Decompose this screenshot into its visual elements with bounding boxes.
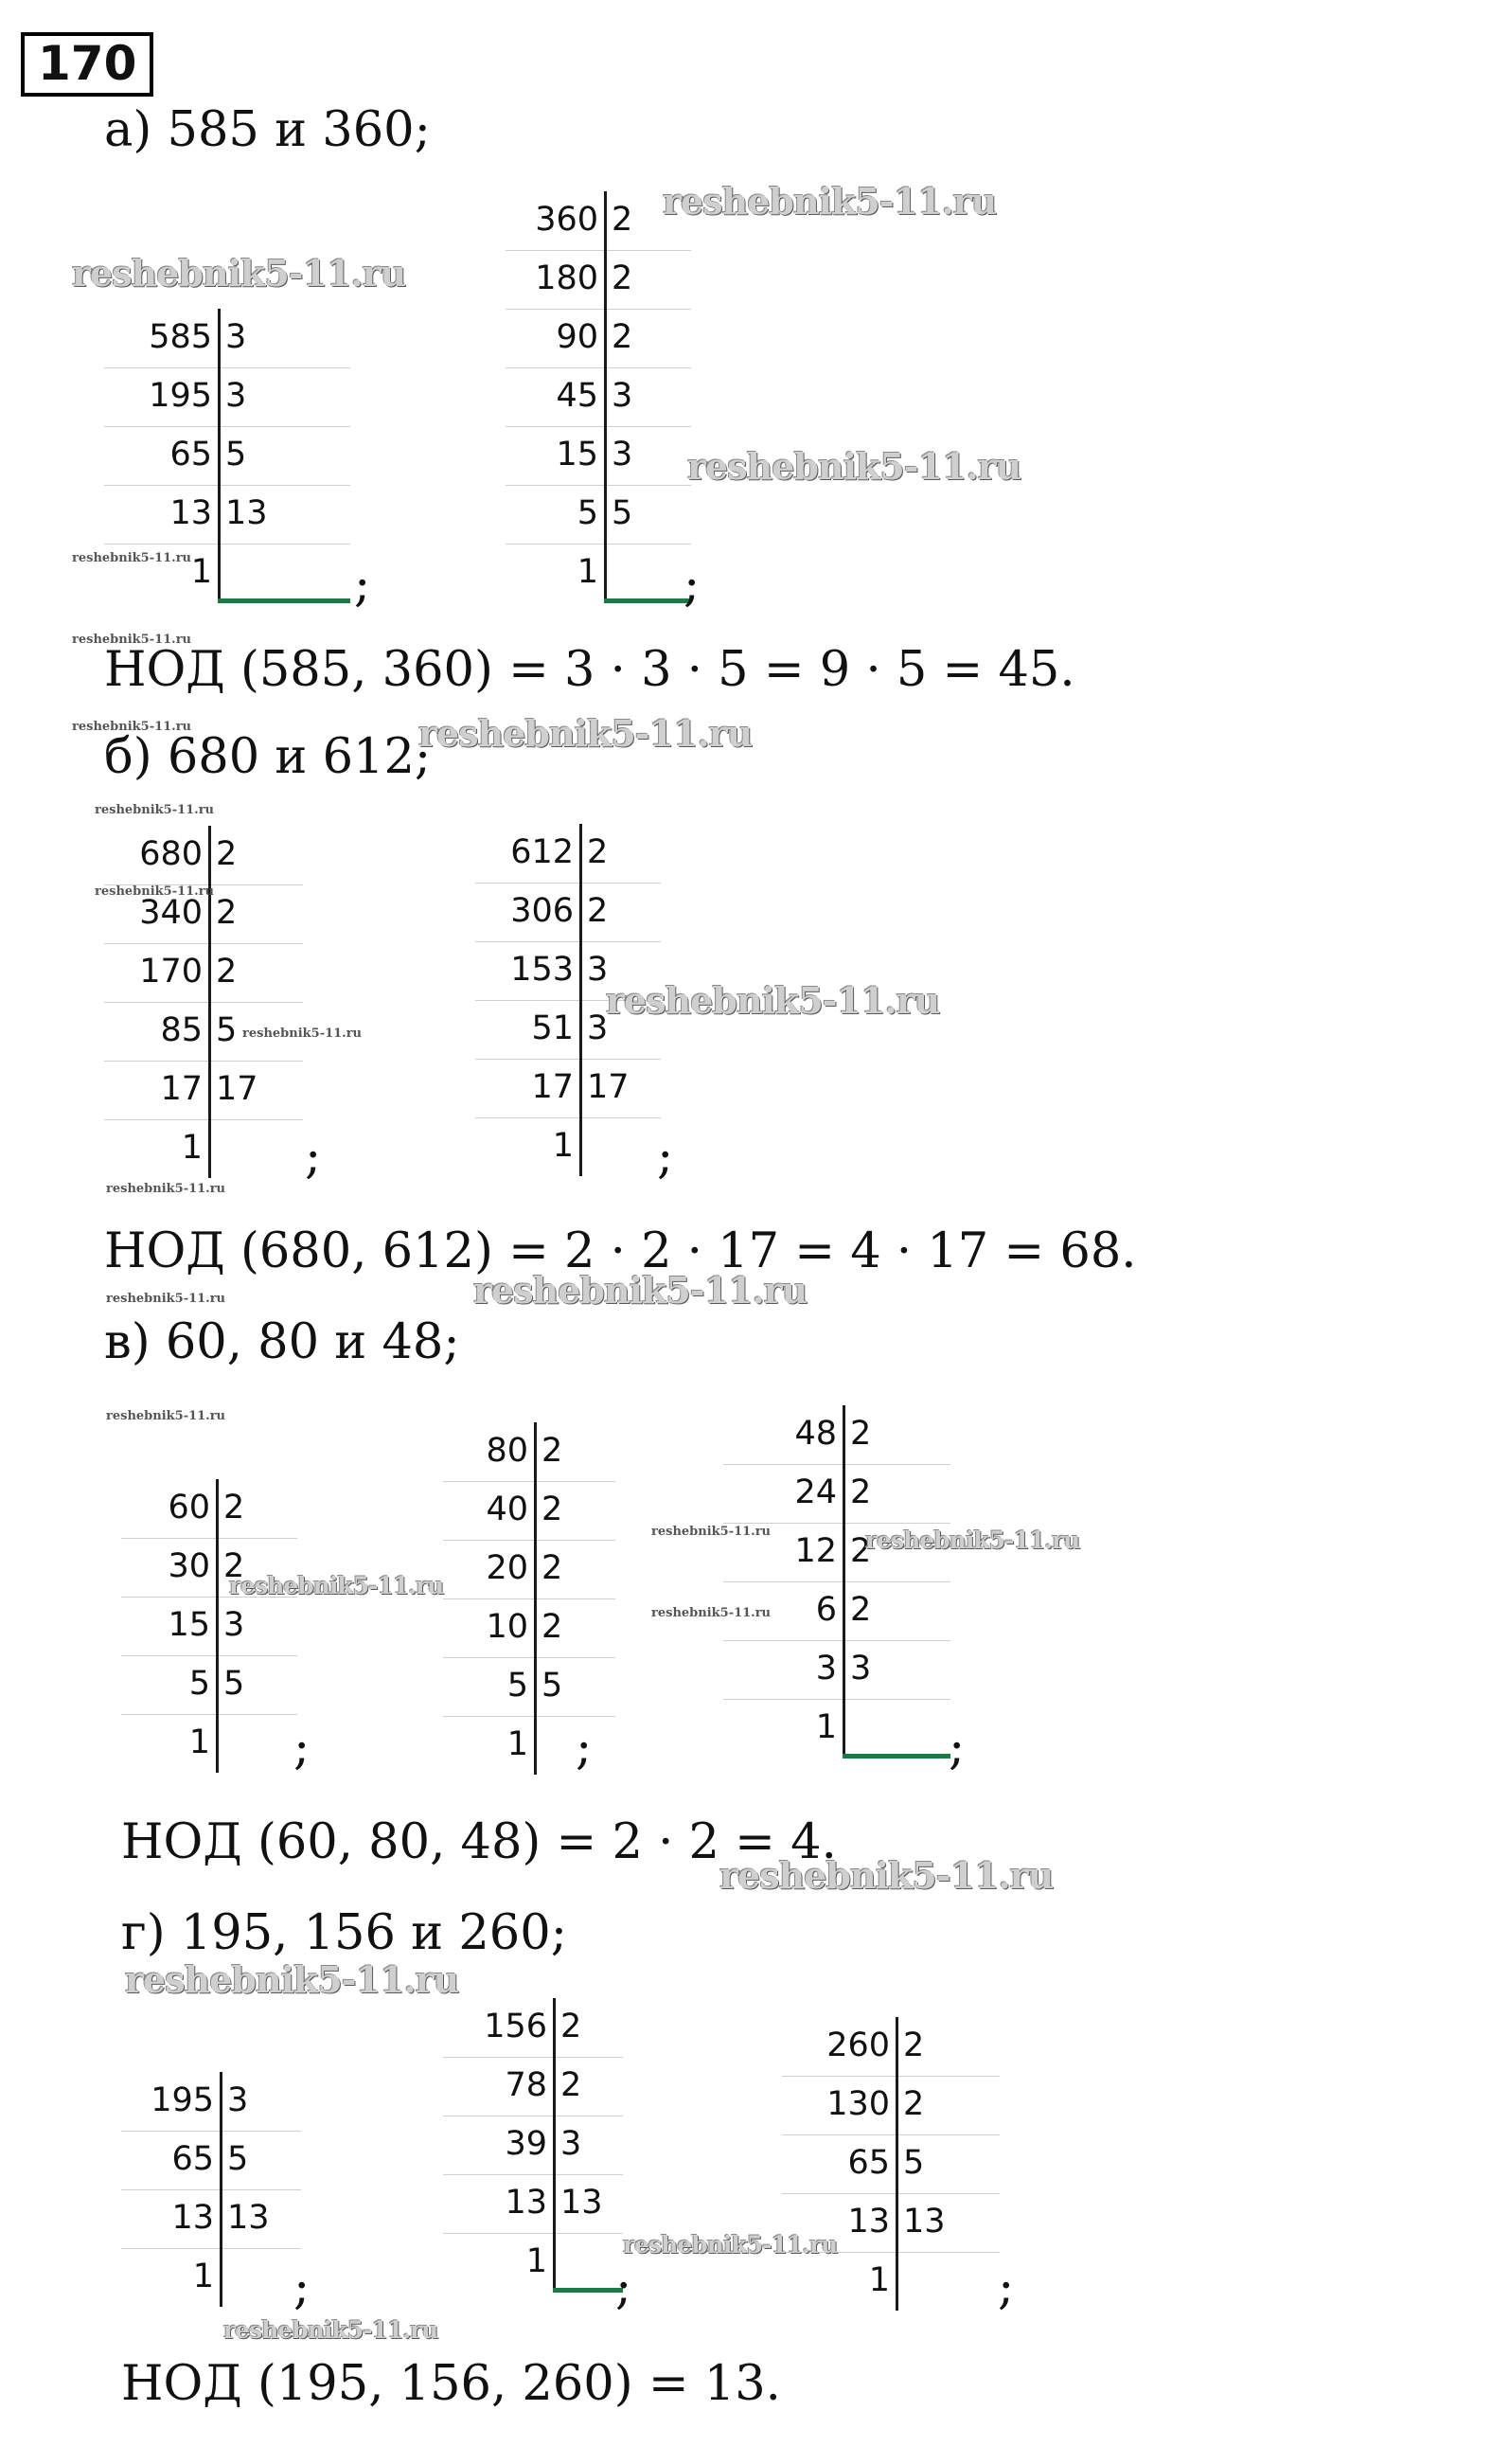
- division-bar: [843, 1405, 845, 1758]
- dividend-cell: 195: [151, 2081, 214, 2119]
- row-divider: [104, 367, 350, 368]
- section-g-result: НОД (195, 156, 260) = 13.: [121, 2356, 781, 2412]
- dividend-cell: 1: [192, 2258, 214, 2295]
- divisor-cell: 2: [223, 1547, 245, 1585]
- section-b-result: НОД (680, 612) = 2 · 2 · 17 = 4 · 17 = 68.: [104, 1223, 1137, 1279]
- divisor-cell: 5: [227, 2140, 249, 2178]
- divisor-cell: 2: [587, 892, 609, 930]
- semicolon: ;: [657, 1129, 674, 1185]
- row-divider: [475, 941, 661, 942]
- dividend-cell: 195: [149, 377, 212, 415]
- divisor-cell: 2: [612, 259, 633, 297]
- watermark: reshebnik5-11.ru: [125, 1958, 459, 2001]
- dividend-cell: 1: [552, 1127, 574, 1165]
- semicolon: ;: [576, 1720, 593, 1776]
- row-divider: [723, 1523, 950, 1524]
- dividend-cell: 12: [794, 1532, 837, 1570]
- divisor-cell: 5: [612, 494, 633, 532]
- divisor-cell: 5: [903, 2144, 925, 2182]
- watermark: reshebnik5-11.ru: [72, 551, 192, 565]
- dividend-cell: 13: [505, 2184, 547, 2222]
- watermark: reshebnik5-11.ru: [719, 1854, 1054, 1897]
- divisor-cell: 2: [216, 835, 238, 873]
- row-divider: [723, 1464, 950, 1465]
- row-divider: [506, 367, 691, 368]
- dividend-cell: 65: [171, 2140, 214, 2178]
- row-divider: [506, 485, 691, 486]
- dividend-cell: 13: [171, 2199, 214, 2237]
- dividend-cell: 1: [190, 553, 212, 591]
- semicolon: ;: [293, 1720, 311, 1776]
- row-divider: [104, 485, 350, 486]
- row-divider: [506, 544, 691, 545]
- factor-table-g1: [121, 2072, 301, 2307]
- divisor-cell: 2: [850, 1591, 872, 1629]
- watermark: reshebnik5-11.ru: [72, 720, 192, 734]
- divisor-cell: 13: [903, 2203, 946, 2241]
- division-bar: [579, 824, 582, 1176]
- semicolon: ;: [949, 1720, 966, 1776]
- dividend-cell: 1: [815, 1708, 837, 1746]
- row-divider: [723, 1581, 950, 1582]
- divisor-cell: 2: [541, 1608, 563, 1646]
- dividend-cell: 24: [794, 1473, 837, 1511]
- dividend-cell: 1: [181, 1129, 203, 1167]
- factor-table-g2: [443, 1998, 623, 2292]
- dividend-cell: 130: [826, 2085, 890, 2123]
- dividend-cell: 612: [510, 833, 574, 871]
- watermark: reshebnik5-11.ru: [606, 979, 940, 1022]
- divisor-cell: 5: [223, 1665, 245, 1703]
- semicolon: ;: [615, 2259, 632, 2315]
- row-divider: [443, 1540, 615, 1541]
- divisor-cell: 3: [223, 1606, 245, 1644]
- dividend-cell: 78: [505, 2066, 547, 2104]
- watermark: reshebnik5-11.ru: [106, 1409, 226, 1423]
- watermark: reshebnik5-11.ru: [473, 1269, 808, 1312]
- watermark: reshebnik5-11.ru: [651, 1606, 772, 1620]
- row-divider: [121, 2248, 301, 2249]
- divisor-cell: 3: [587, 1009, 609, 1047]
- row-divider: [121, 2131, 301, 2132]
- watermark: reshebnik5-11.ru: [663, 180, 997, 223]
- dividend-cell: 156: [484, 2008, 547, 2045]
- row-divider: [443, 2174, 623, 2175]
- divisor-cell: 3: [612, 377, 633, 415]
- divisor-cell: 3: [587, 951, 609, 989]
- dividend-cell: 65: [169, 436, 212, 473]
- row-divider: [104, 544, 350, 545]
- divisor-cell: 2: [850, 1473, 872, 1511]
- row-divider: [443, 1716, 615, 1717]
- divisor-cell: 2: [903, 2085, 925, 2123]
- factor-table-v3: [723, 1405, 950, 1758]
- dividend-cell: 15: [168, 1606, 210, 1644]
- row-divider: [104, 1002, 303, 1003]
- watermark: reshebnik5-11.ru: [865, 1527, 1080, 1554]
- semicolon: ;: [293, 2259, 311, 2315]
- semicolon: ;: [354, 557, 371, 613]
- row-divider: [443, 2057, 623, 2058]
- watermark: reshebnik5-11.ru: [687, 445, 1021, 488]
- dividend-cell: 10: [486, 1608, 528, 1646]
- divisor-cell: 13: [560, 2184, 603, 2222]
- divisor-cell: 17: [587, 1068, 630, 1106]
- row-divider: [121, 2189, 301, 2190]
- watermark: reshebnik5-11.ru: [95, 884, 215, 899]
- dividend-cell: 85: [160, 1011, 203, 1049]
- dividend-cell: 39: [505, 2125, 547, 2163]
- section-v-label: в) 60, 80 и 48;: [104, 1314, 460, 1370]
- factor-table-b1: [104, 826, 303, 1178]
- dividend-cell: 13: [847, 2203, 890, 2241]
- row-divider: [443, 1481, 615, 1482]
- divisor-cell: 3: [850, 1650, 872, 1687]
- watermark: reshebnik5-11.ru: [623, 2231, 838, 2259]
- row-divider: [506, 250, 691, 251]
- divisor-cell: 2: [612, 201, 633, 239]
- row-divider: [443, 1598, 615, 1599]
- factor-table-g3: [782, 2017, 1000, 2311]
- divisor-cell: 2: [216, 953, 238, 991]
- dividend-cell: 15: [556, 436, 598, 473]
- divisor-cell: 3: [225, 377, 247, 415]
- row-divider: [782, 2193, 1000, 2194]
- dividend-cell: 90: [556, 318, 598, 356]
- divisor-cell: 17: [216, 1070, 258, 1108]
- row-divider: [121, 1714, 297, 1715]
- semicolon: ;: [998, 2259, 1015, 2315]
- divisor-cell: 13: [225, 494, 268, 532]
- divisor-cell: 2: [560, 2066, 582, 2104]
- dividend-cell: 65: [847, 2144, 890, 2182]
- row-divider: [475, 883, 661, 884]
- divisor-cell: 2: [223, 1489, 245, 1527]
- factor-table-a2: [506, 191, 691, 602]
- divisor-cell: 2: [850, 1415, 872, 1453]
- dividend-cell: 180: [535, 259, 598, 297]
- semicolon: ;: [305, 1129, 322, 1185]
- dividend-cell: 45: [556, 377, 598, 415]
- dividend-cell: 17: [531, 1068, 574, 1106]
- dividend-cell: 80: [486, 1432, 528, 1470]
- dividend-cell: 51: [531, 1009, 574, 1047]
- row-divider: [782, 2076, 1000, 2077]
- dividend-cell: 680: [139, 835, 203, 873]
- watermark: reshebnik5-11.ru: [72, 252, 406, 295]
- dividend-cell: 1: [577, 553, 598, 591]
- division-bar: [896, 2017, 898, 2311]
- watermark: reshebnik5-11.ru: [223, 2316, 438, 2344]
- row-divider: [506, 309, 691, 310]
- section-v-result: НОД (60, 80, 48) = 2 · 2 = 4.: [121, 1814, 837, 1870]
- division-bar: [534, 1422, 537, 1775]
- divisor-cell: 5: [225, 436, 247, 473]
- divisor-cell: 5: [541, 1667, 563, 1705]
- section-g-label: г) 195, 156 и 260;: [121, 1905, 567, 1961]
- divisor-cell: 2: [903, 2027, 925, 2064]
- dividend-cell: 1: [188, 1723, 210, 1761]
- division-bar: [604, 191, 607, 602]
- division-bar: [553, 1998, 556, 2292]
- watermark: reshebnik5-11.ru: [72, 633, 192, 647]
- row-divider: [443, 2233, 623, 2234]
- divisor-cell: 13: [227, 2199, 270, 2237]
- divisor-cell: 3: [225, 318, 247, 356]
- divisor-cell: 5: [216, 1011, 238, 1049]
- divisor-cell: 2: [216, 894, 238, 932]
- dividend-cell: 48: [794, 1415, 837, 1453]
- divisor-cell: 2: [541, 1432, 563, 1470]
- row-divider: [475, 1059, 661, 1060]
- dividend-cell: 260: [826, 2027, 890, 2064]
- dividend-cell: 1: [506, 1725, 528, 1763]
- problem-number: 170: [21, 32, 153, 97]
- dividend-cell: 153: [510, 951, 574, 989]
- division-bar: [218, 309, 221, 602]
- dividend-cell: 340: [139, 894, 203, 932]
- end-underline: [843, 1754, 950, 1759]
- division-bar: [220, 2072, 222, 2307]
- dividend-cell: 60: [168, 1489, 210, 1527]
- dividend-cell: 20: [486, 1549, 528, 1587]
- divisor-cell: 3: [612, 436, 633, 473]
- divisor-cell: 2: [541, 1549, 563, 1587]
- row-divider: [104, 943, 303, 944]
- watermark: reshebnik5-11.ru: [418, 712, 753, 755]
- dividend-cell: 1: [525, 2242, 547, 2280]
- divisor-cell: 2: [560, 2008, 582, 2045]
- dividend-cell: 17: [160, 1070, 203, 1108]
- section-b-label: б) 680 и 612;: [104, 729, 432, 785]
- dividend-cell: 13: [169, 494, 212, 532]
- divisor-cell: 2: [612, 318, 633, 356]
- dividend-cell: 585: [149, 318, 212, 356]
- row-divider: [104, 426, 350, 427]
- end-underline: [218, 598, 350, 603]
- end-underline: [604, 598, 691, 603]
- factor-table-v1: [121, 1479, 297, 1773]
- dividend-cell: 3: [815, 1650, 837, 1687]
- watermark: reshebnik5-11.ru: [651, 1525, 772, 1539]
- dividend-cell: 5: [188, 1665, 210, 1703]
- row-divider: [506, 426, 691, 427]
- dividend-cell: 360: [535, 201, 598, 239]
- division-bar: [216, 1479, 219, 1773]
- row-divider: [723, 1699, 950, 1700]
- division-bar: [208, 826, 211, 1178]
- row-divider: [475, 1117, 661, 1118]
- watermark: reshebnik5-11.ru: [242, 1027, 363, 1041]
- dividend-cell: 6: [815, 1591, 837, 1629]
- row-divider: [782, 2134, 1000, 2135]
- watermark: reshebnik5-11.ru: [106, 1292, 226, 1306]
- section-a-label: а) 585 и 360;: [104, 102, 431, 158]
- dividend-cell: 170: [139, 953, 203, 991]
- divisor-cell: 3: [560, 2125, 582, 2163]
- divisor-cell: 2: [541, 1491, 563, 1528]
- watermark: reshebnik5-11.ru: [106, 1182, 226, 1196]
- watermark: reshebnik5-11.ru: [95, 803, 215, 817]
- section-a-result: НОД (585, 360) = 3 · 3 · 5 = 9 · 5 = 45.: [104, 642, 1075, 698]
- watermark: reshebnik5-11.ru: [229, 1572, 444, 1599]
- row-divider: [723, 1640, 950, 1641]
- dividend-cell: 1: [868, 2261, 890, 2299]
- end-underline: [553, 2288, 623, 2293]
- row-divider: [121, 1538, 297, 1539]
- divisor-cell: 3: [227, 2081, 249, 2119]
- row-divider: [443, 1657, 615, 1658]
- semicolon: ;: [683, 557, 701, 613]
- divisor-cell: 2: [587, 833, 609, 871]
- dividend-cell: 30: [168, 1547, 210, 1585]
- row-divider: [121, 1655, 297, 1656]
- dividend-cell: 5: [506, 1667, 528, 1705]
- dividend-cell: 40: [486, 1491, 528, 1528]
- row-divider: [104, 1061, 303, 1062]
- divisor-cell: 2: [850, 1532, 872, 1570]
- row-divider: [104, 1119, 303, 1120]
- dividend-cell: 5: [577, 494, 598, 532]
- dividend-cell: 306: [510, 892, 574, 930]
